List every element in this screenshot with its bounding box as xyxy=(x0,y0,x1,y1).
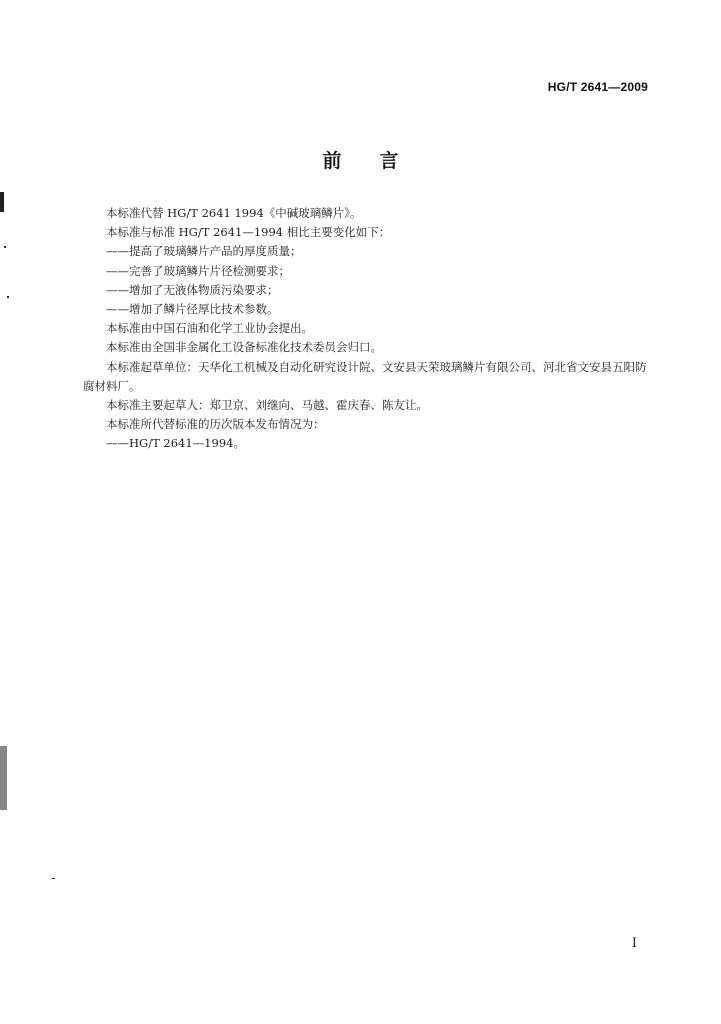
scan-mark-dot xyxy=(52,878,55,879)
change-item-thickness: ——提高了玻璃鳞片产品的厚度质量； xyxy=(106,244,302,259)
standard-number: HG/T 2641—2009 xyxy=(547,80,648,94)
history-item: ——HG/T 2641—1994。 xyxy=(106,436,245,451)
paragraph-under-jurisdiction: 本标准由全国非金属化工设备标准化技术委员会归口。 xyxy=(106,340,382,355)
scan-mark-block xyxy=(0,192,4,212)
change-item-diameter: ——完善了玻璃鳞片片径检测要求； xyxy=(106,263,290,278)
page-title: 前言 xyxy=(322,150,437,172)
foreword-body xyxy=(83,204,650,454)
paragraph-proposed-by: 本标准由中国石油和化学工业协会提出。 xyxy=(106,321,313,336)
paragraph-drafters: 本标准主要起草人：郑卫京、刘继向、马越、霍庆春、陈友让。 xyxy=(106,398,428,413)
paragraph-history-intro: 本标准所代替标准的历次版本发布情况为： xyxy=(106,417,325,432)
scan-mark-line xyxy=(0,746,7,810)
scan-mark-dot xyxy=(4,246,6,248)
paragraph-replaces: 本标准代替 HG/T 2641 1994《中碱玻璃鳞片》。 xyxy=(106,206,362,220)
page-number: I xyxy=(631,936,637,951)
change-item-contamination: ——增加了无液体物质污染要求； xyxy=(106,282,279,297)
scan-mark-dot xyxy=(7,296,9,298)
paragraph-changes-intro: 本标准与标准 HG/T 2641—1994 相比主要变化如下： xyxy=(106,225,391,240)
paragraph-drafting-units: 本标准起草单位：天华化工机械及自动化研究设计院、文安县天荣玻璃鳞片有限公司、河北省文安县五阳防腐材料厂。 xyxy=(83,359,647,393)
change-item-ratio: ——增加了鳞片径厚比技术参数。 xyxy=(106,302,279,317)
